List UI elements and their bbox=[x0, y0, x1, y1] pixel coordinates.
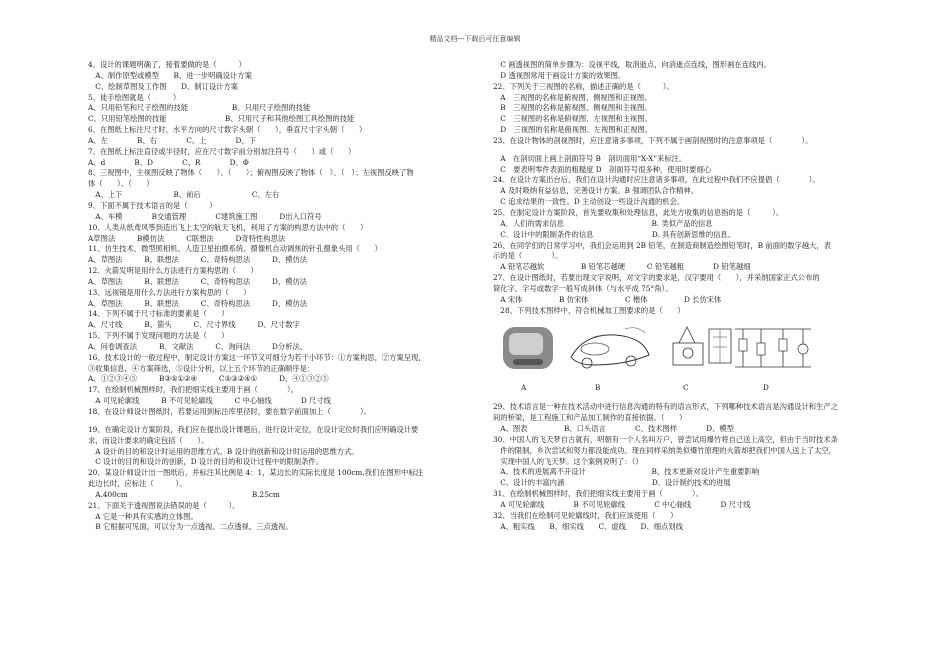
text-line: A 宋体 B 仿宋体 C 楷体 D 长仿宋体 bbox=[493, 294, 722, 304]
text-line: 28、下列技术图样中，符合机械加工图要求的是（ ） bbox=[493, 305, 685, 315]
text-line: 8、三视图中，主视图反映了物体（ ）、（ ）；俯视图反映了物体（ ）、（ ）；左视图反映了物 bbox=[88, 168, 414, 178]
text-line: 示的是（ ）。 bbox=[493, 251, 563, 261]
text-line: 29、技术语言是一种在技术活动中进行信息沟通的特有的语言形式，下列哪种技术语言是沟通设计和生产之 bbox=[493, 402, 838, 412]
right-column bbox=[493, 60, 885, 533]
text-line: A、车模 B交通管理 C建筑施工图 D出入口符号 bbox=[88, 211, 322, 221]
text-line: 件的限制，乡次尝试和努力都没能成功。现在同样采纳类似爆竹原理的火箭却把我们中国人送上了太空， bbox=[493, 445, 836, 455]
text-line: A、只用铅笔和尺子绘图的技能 B、只用尺子绘图的技能 bbox=[88, 103, 311, 113]
text-line: A 可见轮廓线 B 不可见轮廓线 C 中心轴线 D 尺寸线 bbox=[88, 396, 331, 406]
text-line: 间的桥梁，是工程施工和产品加工制作的直接依据。（ ） bbox=[493, 413, 687, 423]
text-line: 5、徒手绘图就是（ ） bbox=[88, 92, 181, 102]
text-line: 4、设计的课题明确了，接着要做的是（ ） bbox=[88, 60, 246, 69]
text-line: C 要表明零件表面的粗糙度 D 剖面符号很多种，使用时要细心 bbox=[493, 164, 712, 174]
text-line: A、制作原型或模型 B、进一步明确设计方案 bbox=[88, 70, 252, 80]
figure-label-c: C bbox=[683, 383, 689, 393]
text-line: 22、下列关于三视图的名称，描述正确的是（ ）。 bbox=[493, 81, 674, 91]
text-line: C．设计中的限制条件的信息 D. 具有创新思维的信息。 bbox=[493, 229, 736, 239]
text-line: 简化字，字号或数字一般写成斜体（与水平成 75°角）。 bbox=[493, 283, 673, 293]
text-line: C 画透视图的简单步骤为：设视平线，取消逝点，向消逝点连线，图形画在连线内。 bbox=[493, 60, 771, 69]
text-line: C 设计的目的和设计的创新，D 设计的目的和设计过程中的限制条件。 bbox=[88, 457, 323, 467]
text-line: 19、在确定设计方案阶段，我们应在提出设计课题后，进行设计定位，在设计定位时我们应明确设计要 bbox=[88, 424, 419, 434]
figure-b-car-sketch bbox=[565, 319, 655, 377]
text-line: B 它根据可见面，可以分为一点透视、二点透视、三点透视。 bbox=[88, 522, 293, 532]
text-line: 18、在设计师设计图纸时，若要运用到标注库里径时，要在数字前面加上（ ）。 bbox=[88, 407, 371, 416]
text-line: 20、某设计师设计出一图纸后，并标注其比例是 4：1，某边长的实际长度是 100cm,我们在图形中标注 bbox=[88, 468, 424, 478]
text-line: 30、中国人的飞天梦自古就有，明朝有一个人名叫万户，曾尝试用爆竹将自己送上高空，但由于当时技术条 bbox=[493, 434, 838, 444]
text-line: 13、远视镜是用什么方法进行方案构思的（ ） bbox=[88, 287, 251, 297]
text-line: 12、火箭发明是用什么方法进行方案构思的（ ） bbox=[88, 266, 258, 276]
text-line: A、草图法 B、联想法 C、奇特构思法 D、模仿法 bbox=[88, 298, 308, 308]
text-line: A、草图法 B、联想法 C、奇特构思法 D、模仿法 bbox=[88, 255, 308, 265]
text-line: A 铅笔芯越软 B 铅笔芯越硬 C 铅笔越粗 D 铅笔越细 bbox=[493, 262, 751, 272]
text-line: C、设计的丰富内涵 D、设计制约技术的进展 bbox=[493, 478, 731, 488]
text-line: 16、技术设计的一般过程中，制定设计方案这一环节又可细分为若干小环节：①方案构思，②方案呈现， bbox=[88, 352, 426, 362]
text-line: A、粗实线 B、细实线 C、虚线 D、细点划线 bbox=[493, 521, 683, 531]
text-line: A、上下 B、前后 C、左右 bbox=[88, 190, 280, 200]
text-line: 此边长时，应标注（ ）。 bbox=[88, 479, 187, 489]
text-line: A、问卷调查法 B、文献法 C、询问法 D分析法、 bbox=[88, 341, 308, 351]
text-line: C、只用铅笔绘图的技能 B、只用尺子和其他绘图工具绘图的技能 bbox=[88, 114, 355, 124]
text-line: 9、下面不属于技术语言的是（ ） bbox=[88, 200, 217, 210]
text-line: 10、人类从纸鸢风筝到造出飞上太空的航天飞机，利用了方案的构思方法中的（ ） bbox=[88, 222, 368, 232]
text-line: 24、在设计方案出台后，我们在设计沟通时应注意诸多事项，在此过程中我们不应提倡（ ）。 bbox=[493, 175, 820, 185]
text-line: A 在剖切面上画上剖面符号 B 剖切面用“X-X”来标注。 bbox=[493, 153, 687, 163]
figure-option-labels bbox=[493, 383, 885, 395]
figure-d-circuit-diagram bbox=[731, 319, 815, 377]
text-line: 32、当我们在绘制可见轮廓线时，我们应该使用（ ） bbox=[493, 510, 678, 520]
left-column bbox=[88, 60, 483, 533]
text-line: 11、仿生技术、微型照相机、人造卫星拍摄系统、摄像机自动调焦的针孔摄象头用（ ） bbox=[88, 244, 382, 254]
technical-drawings-figure bbox=[493, 319, 885, 377]
text-line: A 设计的目的和设计时运用的思维方式。B 设计的创新和设计时运用的思维方式。 bbox=[88, 446, 359, 456]
text-line: 14、下列不属于尺寸标准的要素是（ ） bbox=[88, 309, 229, 319]
blank-line bbox=[88, 418, 483, 425]
text-line: A、草图法 B、联想法 C、奇特构思法 D、模仿法 bbox=[88, 276, 308, 286]
page-header: 精品文档---下载后可任意编辑 bbox=[429, 35, 521, 43]
text-line: A 三视图的名称是俯视图、侧视图和正视图。 bbox=[493, 92, 652, 102]
text-line: 25、在制定设计方案阶段，首先要收集和处理信息，此处方收集的信息指的是（ ）。 bbox=[493, 207, 784, 217]
text-line: C 三视图的名称是俯视图、左视图和主视图。 bbox=[493, 114, 652, 124]
text-line: A．人们的需求信息 B. 类似产品的信息 bbox=[493, 218, 713, 228]
figure-label-a: A bbox=[521, 383, 527, 393]
text-line: B 三视图的名称是俯视图、侧视图和主视图。 bbox=[493, 103, 652, 113]
text-line: 15、下列不属于发现问题的方法是（ ） bbox=[88, 331, 229, 341]
text-line: 21、下面关于透视图说法错误的是（ ）。 bbox=[88, 500, 240, 510]
text-line: C 追求结果的一致性。D 主动创设一些设计沟通的机会。 bbox=[493, 197, 685, 207]
text-line: 27、在设计图纸时，若要出现文字说明，对文字的要求是，汉字要用（ ），并采纳国家正式公布的 bbox=[493, 273, 820, 283]
text-line: C、绘制草图及工作图 D、制订设计方案 bbox=[88, 81, 239, 91]
text-line: A草图法 B模仿法 C联想法 D奇特性构思法 bbox=[88, 233, 286, 243]
figure-label-b: B bbox=[595, 383, 601, 393]
text-line: A、①②③④⑤ B③⑤①②④ C⑤③②④① D、④①③②⑤ bbox=[88, 374, 329, 384]
text-line: 求，而设计要求的确定包括（ ）。 bbox=[88, 435, 209, 445]
blank-line bbox=[493, 147, 885, 154]
figure-c-mechanical-drawing bbox=[669, 319, 739, 377]
text-line: A、左 B、右 C、上 D、下 bbox=[88, 135, 257, 145]
figure-label-d: D bbox=[763, 383, 769, 393]
text-line: D 三视图的名称是俯视图、左视图和正视图。 bbox=[493, 125, 653, 135]
text-line: A 可见轮廓线 B 不可见轮廓线 C 中心轴线 D 尺寸线 bbox=[493, 500, 751, 509]
text-line: D 透视图常用于画设计方案的效果图。 bbox=[493, 70, 626, 80]
text-line: 26、在同学们的日常学习中，我们会运用到 2B 铅笔，在制造商制造绘图铅笔时，B 前面的数字越大，表 bbox=[493, 240, 832, 250]
text-line: ③收集信息，④方案筛选，⑤设计分析，以上五个环节的正确顺序是： bbox=[88, 363, 315, 373]
text-line: 7、在图纸上标注直径或半径时，应在尺寸数字前分别加注符号（ ）或（ ） bbox=[88, 146, 356, 156]
text-line: 31、在绘制机械图样时，我们把细实线主要用于画（ ）。 bbox=[493, 489, 703, 499]
right-column-bottom bbox=[493, 402, 885, 532]
text-line: 实现中国人的飞天梦。这个案例说明了：（） bbox=[493, 456, 643, 466]
text-line: A.400cm B.25cm bbox=[88, 489, 280, 499]
text-line: A、d B、D C、R D、Φ bbox=[88, 157, 249, 167]
text-line: 6、在图纸上标注尺寸时，水平方向的尺寸数字头朝（ ），垂直尺寸字头朝（ ） bbox=[88, 125, 367, 135]
text-line: A、尺寸线 B、箭头 C、尺寸界线 D、尺寸数字 bbox=[88, 320, 300, 330]
text-line: 17、在绘制机械图样时，我们把细实线主要用于画（ ）。 bbox=[88, 385, 298, 395]
text-line: 23、在设计物体的剖视图时，应注意诸多事项，下列不属于画剖视图时的注意事项是（ ）。 bbox=[493, 135, 813, 145]
text-line: 体（ ）、（ ） bbox=[88, 179, 154, 189]
text-line: A 它是一种具有实感的立体图。 bbox=[88, 511, 198, 521]
figure-a-camera-image bbox=[499, 319, 559, 377]
text-line: A、图表 B、口头语言 C、技术图样 D、模型 bbox=[493, 424, 734, 434]
right-column-top bbox=[493, 60, 885, 316]
text-line: A 及时吸纳有益信息，完善设计方案。B 强调团队合作精神。 bbox=[493, 186, 698, 196]
text-line: A、技术的进展离不开设计 B、技术更新对设计产生重要影响 bbox=[493, 467, 760, 477]
